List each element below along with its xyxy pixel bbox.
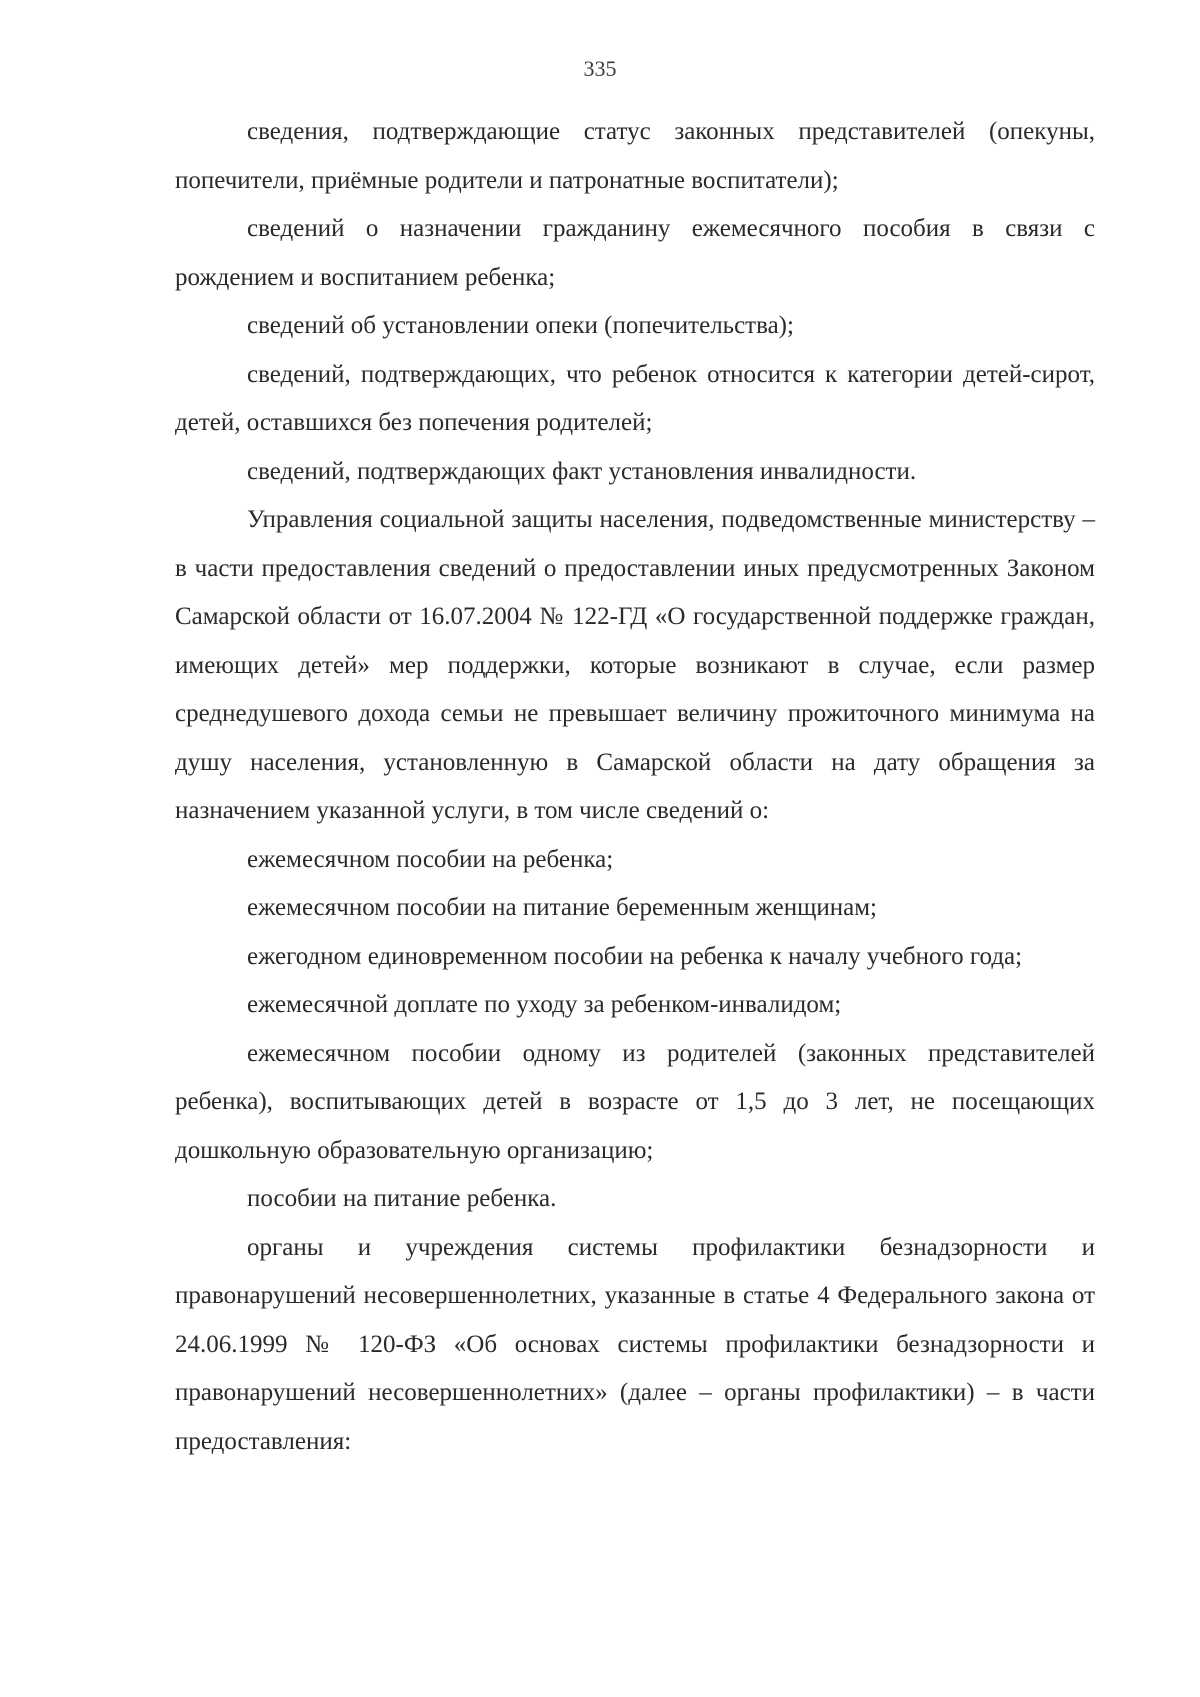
paragraph: ежегодном единовременном пособии на ребенка к началу учебного года; bbox=[247, 942, 1023, 970]
paragraph: ежемесячном пособии на ребенка; bbox=[247, 845, 614, 873]
paragraph: ежемесячном пособии на питание беременным женщинам; bbox=[247, 894, 877, 921]
paragraph: пособии на питание ребенка. bbox=[247, 1185, 557, 1212]
paragraph: сведений, подтверждающих, что ребенок относится к категории детей-сирот, детей, оставшихся без попечения родителей; bbox=[175, 360, 1095, 436]
page-number: 335 bbox=[583, 56, 617, 81]
paragraph: сведений об установлении опеки (попечительства); bbox=[247, 312, 794, 339]
paragraph: ежемесячном пособии одному из родителей (законных представителей ребенка), воспитывающих детей в возрасте от 1,5 до 3 лет, не посещающих дошкольную образовательную организацию; bbox=[175, 1039, 1095, 1164]
paragraph: Управления социальной защиты населения, подведомственные министерству – в части предоставления сведений о предоставлении иных предусмотренных Законом Самарской области от 16.07.2004 № 122-ГД «О государственной поддержке граждан, имеющих детей» мер поддержки, которые возникают в случае, если размер среднедушевого дохода семьи не превышает величину прожиточного минимума на душу населения, установленную в Самарской области на дату обращения за назначением указанной услуги, в том числе сведений о: bbox=[175, 506, 1095, 824]
document-body bbox=[175, 108, 1095, 1466]
paragraph: органы и учреждения системы профилактики безнадзорности и правонарушений несовершеннолетних, указанные в статье 4 Федерального закона от 24.06.1999 № 120-ФЗ «Об основах системы профилактики безнадзорности и правонарушений несовершеннолетних» (далее – органы профилактики) – в части предоставления: bbox=[175, 1233, 1095, 1455]
paragraph: сведений, подтверждающих факт установления инвалидности. bbox=[247, 457, 917, 485]
paragraph: ежемесячной доплате по уходу за ребенком-инвалидом; bbox=[247, 991, 842, 1018]
paragraph: сведения, подтверждающие статус законных представителей (опекуны, попечители, приёмные родители и патронатные воспитатели); bbox=[175, 118, 1095, 194]
paragraph: сведений о назначении гражданину ежемесячного пособия в связи с рождением и воспитанием ребенка; bbox=[175, 215, 1095, 291]
